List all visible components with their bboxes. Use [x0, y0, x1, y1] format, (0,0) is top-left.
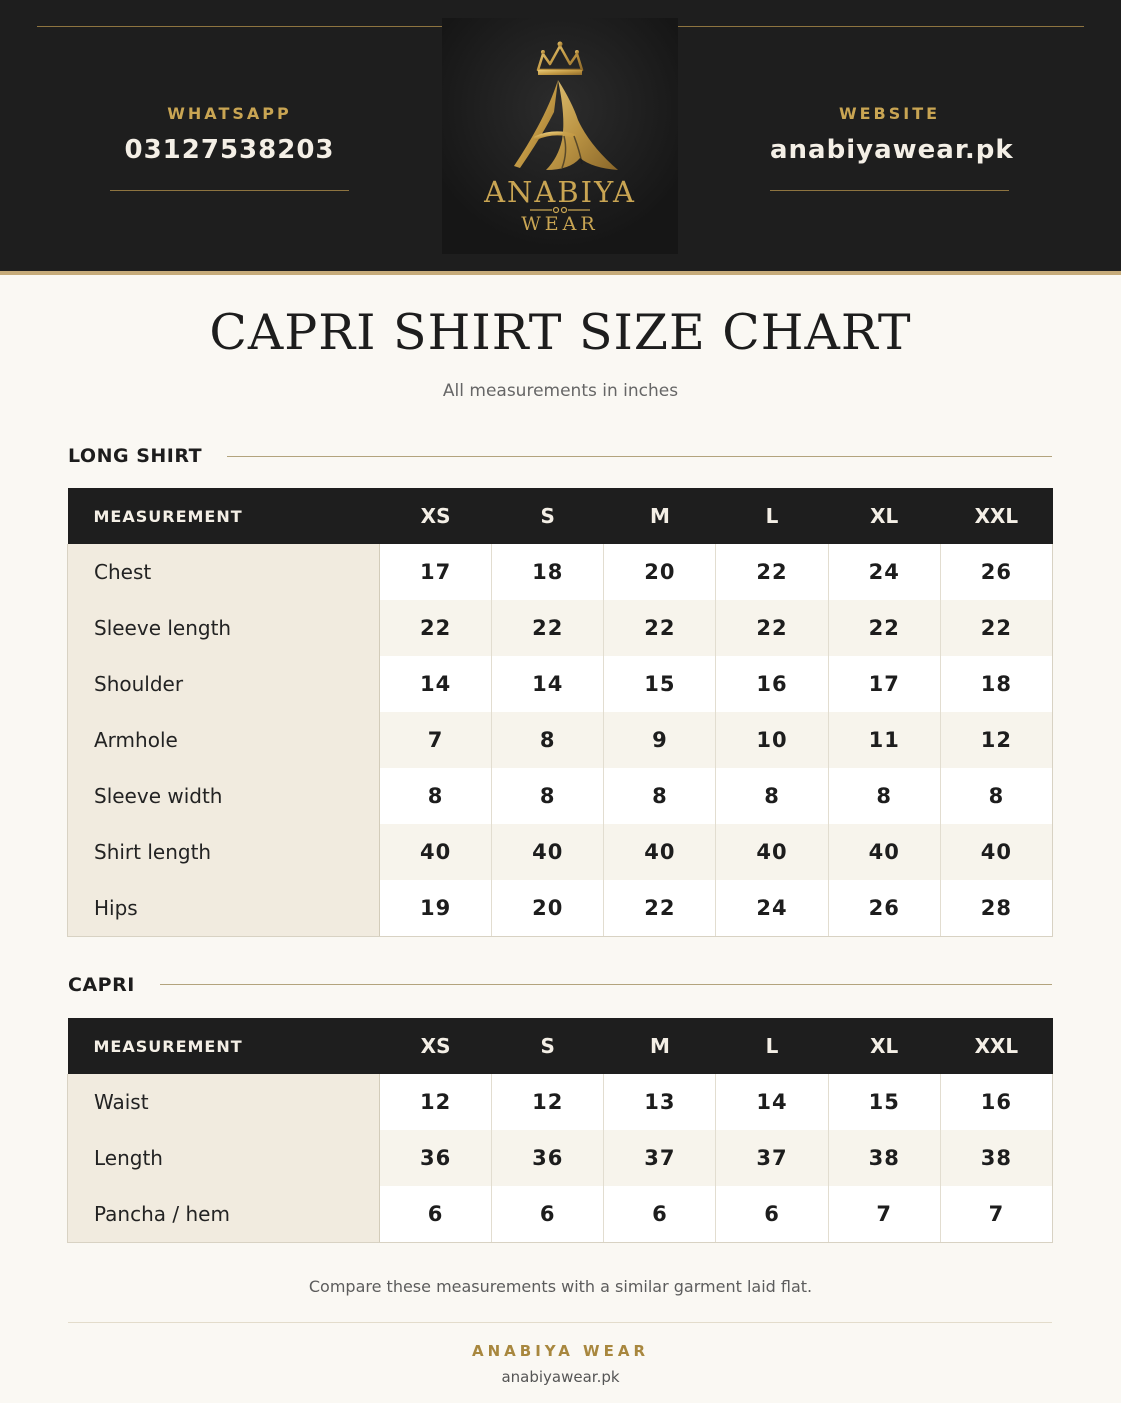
size-value-cell: 20: [492, 880, 604, 936]
size-value-cell: 38: [828, 1130, 940, 1186]
size-value-cell: 22: [716, 544, 828, 600]
table-row: [68, 1186, 1053, 1242]
size-value-cell: 36: [380, 1130, 492, 1186]
size-value-cell: 26: [828, 880, 940, 936]
size-value-cell: 12: [492, 1074, 604, 1130]
measurement-label: Hips: [68, 880, 380, 936]
size-value-cell: 22: [604, 880, 716, 936]
size-value-cell: 15: [604, 656, 716, 712]
measurement-label: Pancha / hem: [68, 1186, 380, 1242]
size-value-cell: 13: [604, 1074, 716, 1130]
size-value-cell: 15: [828, 1074, 940, 1130]
size-value-cell: 14: [492, 656, 604, 712]
capri-section-rule: [160, 984, 1052, 985]
website-contact: [770, 104, 1014, 165]
capri-size-table: [67, 1018, 1053, 1243]
measurement-label: Length: [68, 1130, 380, 1186]
size-value-cell: 40: [604, 824, 716, 880]
size-value-cell: 6: [716, 1186, 828, 1242]
size-value-cell: 8: [492, 768, 604, 824]
size-value-cell: 40: [492, 824, 604, 880]
website-url: anabiyawear.pk: [770, 135, 1014, 165]
size-value-cell: 14: [380, 656, 492, 712]
size-value-cell: 38: [940, 1130, 1052, 1186]
long-shirt-section-title: LONG SHIRT: [68, 445, 203, 467]
size-value-cell: 40: [716, 824, 828, 880]
size-value-cell: 11: [828, 712, 940, 768]
whatsapp-label: WHATSAPP: [167, 104, 292, 123]
measurement-label: Armhole: [68, 712, 380, 768]
page-subtitle: All measurements in inches: [442, 381, 679, 401]
size-value-cell: 36: [492, 1130, 604, 1186]
size-value-cell: 7: [828, 1186, 940, 1242]
long-shirt-rows: [68, 544, 1053, 936]
size-value-cell: 19: [380, 880, 492, 936]
size-value-cell: 12: [380, 1074, 492, 1130]
size-value-cell: 8: [380, 768, 492, 824]
size-column-header: S: [492, 488, 604, 544]
size-column-header: XXL: [940, 488, 1052, 544]
size-value-cell: 22: [492, 600, 604, 656]
size-value-cell: 8: [492, 712, 604, 768]
size-value-cell: 22: [940, 600, 1052, 656]
measurement-column-header: MEASUREMENT: [68, 1018, 380, 1074]
size-column-header: L: [716, 1018, 828, 1074]
measurement-label: Chest: [68, 544, 380, 600]
size-value-cell: 8: [716, 768, 828, 824]
long-shirt-section-rule: [227, 456, 1052, 457]
long-shirt-size-table: [67, 488, 1053, 937]
table-row: [68, 1074, 1053, 1130]
whatsapp-contact: [110, 104, 349, 165]
whatsapp-number: 03127538203: [124, 135, 335, 165]
capri-section-title: CAPRI: [68, 974, 135, 996]
table-row: [68, 712, 1053, 768]
size-value-cell: 40: [828, 824, 940, 880]
size-column-header: S: [492, 1018, 604, 1074]
table-row: [68, 880, 1053, 936]
size-value-cell: 22: [380, 600, 492, 656]
size-column-header: XS: [380, 1018, 492, 1074]
table-row: [68, 1130, 1053, 1186]
size-column-header: XL: [828, 1018, 940, 1074]
size-value-cell: 22: [828, 600, 940, 656]
size-value-cell: 8: [604, 768, 716, 824]
website-label: WEBSITE: [838, 104, 941, 123]
size-column-header: M: [604, 1018, 716, 1074]
whatsapp-underline: [110, 190, 349, 191]
measurement-label: Waist: [68, 1074, 380, 1130]
size-value-cell: 28: [940, 880, 1052, 936]
measurement-label: Shoulder: [68, 656, 380, 712]
table-header-row: [68, 1018, 1053, 1074]
size-value-cell: 17: [828, 656, 940, 712]
size-column-header: XS: [380, 488, 492, 544]
size-value-cell: 7: [380, 712, 492, 768]
logo-brand-name: ANABIYA: [484, 175, 636, 209]
size-value-cell: 22: [604, 600, 716, 656]
size-value-cell: 17: [380, 544, 492, 600]
size-value-cell: 40: [940, 824, 1052, 880]
footer-rule: [68, 1322, 1052, 1323]
size-value-cell: 18: [492, 544, 604, 600]
website-underline: [770, 190, 1009, 191]
size-value-cell: 14: [716, 1074, 828, 1130]
measurement-note: Compare these measurements with a similar garment laid flat.: [308, 1277, 813, 1296]
footer-brand: ANABIYA WEAR: [472, 1342, 649, 1360]
measurement-column-header: MEASUREMENT: [68, 488, 380, 544]
size-value-cell: 24: [828, 544, 940, 600]
measurement-label: Sleeve length: [68, 600, 380, 656]
size-value-cell: 37: [716, 1130, 828, 1186]
size-value-cell: 7: [940, 1186, 1052, 1242]
size-value-cell: 18: [940, 656, 1052, 712]
measurement-label: Shirt length: [68, 824, 380, 880]
size-value-cell: 20: [604, 544, 716, 600]
size-value-cell: 6: [604, 1186, 716, 1242]
size-value-cell: 6: [492, 1186, 604, 1242]
size-column-header: M: [604, 488, 716, 544]
header-top-rule-left: [37, 26, 442, 27]
size-value-cell: 8: [828, 768, 940, 824]
header-top-rule-right: [678, 26, 1084, 27]
table-row: [68, 768, 1053, 824]
brand-logo: [442, 18, 678, 254]
header-divider: [0, 271, 1121, 275]
size-value-cell: 8: [940, 768, 1052, 824]
table-header-row: [68, 488, 1053, 544]
table-row: [68, 544, 1053, 600]
size-value-cell: 40: [380, 824, 492, 880]
size-value-cell: 16: [716, 656, 828, 712]
size-value-cell: 22: [716, 600, 828, 656]
footer-website: anabiyawear.pk: [501, 1368, 620, 1386]
table-row: [68, 656, 1053, 712]
size-value-cell: 10: [716, 712, 828, 768]
size-column-header: XL: [828, 488, 940, 544]
page-title: CAPRI SHIRT SIZE CHART: [209, 304, 912, 361]
size-value-cell: 26: [940, 544, 1052, 600]
size-value-cell: 9: [604, 712, 716, 768]
measurement-label: Sleeve width: [68, 768, 380, 824]
size-value-cell: 6: [380, 1186, 492, 1242]
logo-brand-sub: WEAR: [521, 213, 599, 235]
capri-rows: [68, 1074, 1053, 1242]
size-column-header: L: [716, 488, 828, 544]
size-value-cell: 16: [940, 1074, 1052, 1130]
size-value-cell: 12: [940, 712, 1052, 768]
size-column-header: XXL: [940, 1018, 1052, 1074]
header-banner: [0, 0, 1121, 272]
size-value-cell: 24: [716, 880, 828, 936]
size-value-cell: 37: [604, 1130, 716, 1186]
table-row: [68, 600, 1053, 656]
table-row: [68, 824, 1053, 880]
